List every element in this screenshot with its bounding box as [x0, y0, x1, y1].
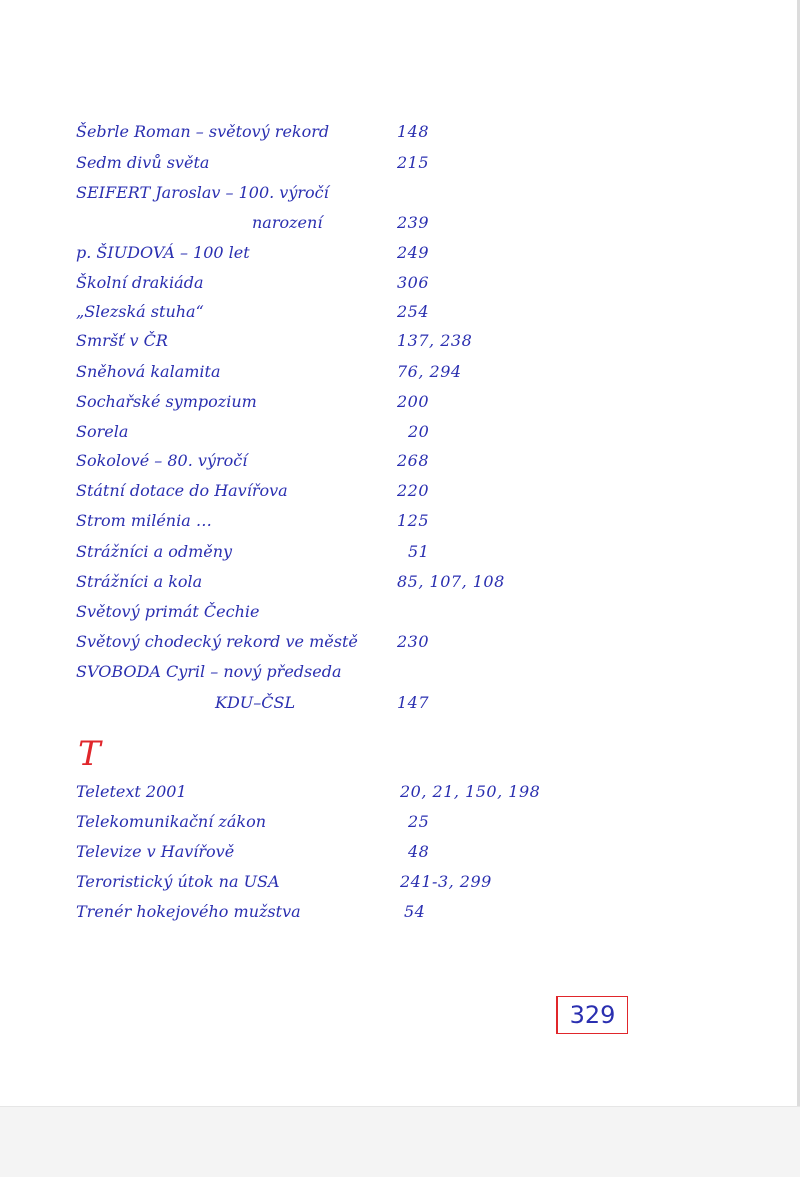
index-entry — [0, 389, 800, 415]
entry-pages: 268 — [397, 451, 430, 470]
entry-pages: 147 — [397, 693, 430, 712]
entry-pages: 306 — [397, 273, 430, 292]
entry-term: Světový primát Čechie — [76, 602, 260, 621]
index-entry — [0, 779, 800, 805]
entry-term: Státní dotace do Havířova — [76, 481, 288, 500]
entry-pages: 220 — [397, 481, 430, 500]
index-entry — [0, 448, 800, 474]
entry-term: SVOBODA Cyril – nový předseda — [76, 662, 342, 681]
entry-term: Sněhová kalamita — [76, 362, 221, 381]
entry-term: Sokolové – 80. výročí — [76, 451, 248, 470]
entry-term: Sochařské sympozium — [76, 392, 257, 411]
entry-term: Smršť v ČR — [76, 331, 168, 350]
index-entry — [0, 508, 800, 534]
index-entry — [0, 569, 800, 595]
entry-term: SEIFERT Jaroslav – 100. výročí — [76, 183, 329, 202]
entry-term: Televize v Havířově — [76, 842, 235, 861]
entry-term: narození — [252, 213, 323, 232]
entry-term: Trenér hokejového mužstva — [76, 902, 301, 921]
section-letter-t: T — [78, 734, 101, 774]
entry-pages: 54 — [404, 902, 426, 921]
entry-pages: 51 — [408, 542, 430, 561]
index-entry — [0, 659, 800, 685]
entry-pages: 239 — [397, 213, 430, 232]
entry-term: Světový chodecký rekord ve městě — [76, 632, 358, 651]
entry-term: Teletext 2001 — [76, 782, 187, 801]
index-entry — [0, 240, 800, 266]
entry-pages: 254 — [397, 302, 430, 321]
scan-bottom-margin — [0, 1106, 800, 1177]
entry-term: Strážníci a kola — [76, 572, 203, 591]
index-entry — [0, 690, 800, 716]
entry-pages: 137, 238 — [397, 331, 473, 350]
entry-pages: 215 — [397, 153, 430, 172]
entry-pages: 230 — [397, 632, 430, 651]
index-entry — [0, 210, 800, 236]
index-entry — [0, 119, 800, 145]
entry-pages: 20, 21, 150, 198 — [400, 782, 541, 801]
page-number-box: 329 — [556, 996, 628, 1034]
index-entry — [0, 809, 800, 835]
index-entry — [0, 270, 800, 296]
index-entry — [0, 299, 800, 325]
entry-term: Šebrle Roman – světový rekord — [76, 122, 330, 141]
entry-term: KDU–ČSL — [215, 693, 296, 712]
entry-term: Strážníci a odměny — [76, 542, 233, 561]
entry-term: p. ŠIUDOVÁ – 100 let — [76, 243, 250, 262]
index-entry — [0, 839, 800, 865]
entry-pages: 148 — [397, 122, 430, 141]
index-entry — [0, 180, 800, 206]
index-entry — [0, 899, 800, 925]
index-entry — [0, 869, 800, 895]
entry-term: Sedm divů světa — [76, 153, 210, 172]
index-entry — [0, 478, 800, 504]
index-entry — [0, 359, 800, 385]
entry-term: Telekomunikační zákon — [76, 812, 267, 831]
index-entry — [0, 629, 800, 655]
entry-pages: 76, 294 — [397, 362, 462, 381]
entry-term: Školní drakiáda — [76, 273, 204, 292]
entry-pages: 85, 107, 108 — [397, 572, 505, 591]
entry-term: Teroristický útok na USA — [76, 872, 280, 891]
entry-pages: 200 — [397, 392, 430, 411]
entry-pages: 48 — [408, 842, 430, 861]
entry-pages: 241-3, 299 — [400, 872, 492, 891]
entry-pages: 20 — [408, 422, 430, 441]
entry-term: Strom milénia … — [76, 511, 212, 530]
index-entry — [0, 419, 800, 445]
index-entry — [0, 150, 800, 176]
entry-pages: 249 — [397, 243, 430, 262]
entry-term: „Slezská stuha“ — [76, 302, 204, 321]
index-entry — [0, 599, 800, 625]
entry-pages: 25 — [408, 812, 430, 831]
entry-pages: 125 — [397, 511, 430, 530]
entry-term: Sorela — [76, 422, 129, 441]
index-entry — [0, 539, 800, 565]
index-entry — [0, 328, 800, 354]
